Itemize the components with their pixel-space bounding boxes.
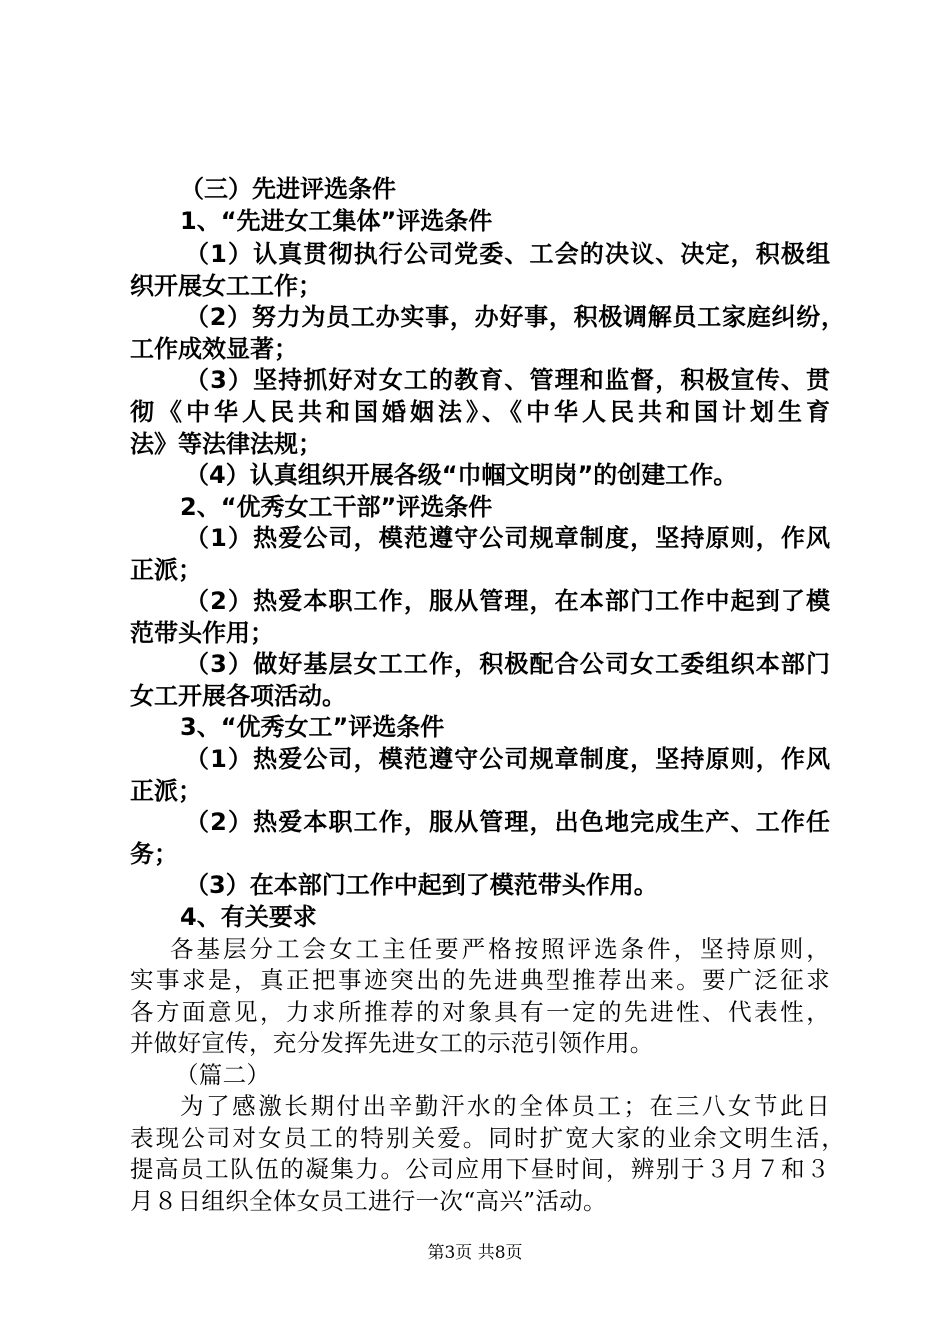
- paragraph-line: 彻《中华人民共和国婚姻法》、《中华人民共和国计划生育: [130, 398, 830, 426]
- paragraph-line: 织开展女工工作；: [130, 272, 322, 300]
- paragraph-line: 实事求是，真正把事迹突出的先进典型推荐出来。要广泛征求: [130, 966, 830, 994]
- paragraph-line: 正派；: [130, 556, 202, 584]
- paragraph-line: （3）做好基层女工工作，积极配合公司女工委组织本部门: [185, 650, 830, 678]
- part-heading: （篇二）: [175, 1061, 271, 1089]
- section-heading: （三）先进评选条件: [180, 175, 396, 203]
- paragraph-line: 工作成效显著；: [130, 335, 298, 363]
- subsection-heading: 1、“先进女工集体”评选条件: [180, 207, 493, 235]
- paragraph-line: 法》等法律法规；: [130, 430, 322, 458]
- paragraph-line: （1）热爱公司，模范遵守公司规章制度，坚持原则，作风: [185, 524, 830, 552]
- paragraph-line: 并做好宣传，充分发挥先进女工的示范引领作用。: [130, 1029, 654, 1057]
- page-number-footer: 第3页 共8页: [427, 1243, 523, 1263]
- paragraph-line: （1）热爱公司，模范遵守公司规章制度，坚持原则，作风: [185, 745, 830, 773]
- paragraph-line: （4）认真组织开展各级“巾帼文明岗”的创建工作。: [185, 461, 738, 489]
- paragraph-line: 正派；: [130, 777, 202, 805]
- paragraph-line: 为了感激长期付出辛勤汗水的全体员工；在三八女节此日: [180, 1092, 830, 1120]
- paragraph-line: （2）努力为员工办实事，办好事，积极调解员工家庭纠纷，: [185, 303, 845, 331]
- paragraph-line: 务；: [130, 840, 178, 868]
- paragraph-line: （1）认真贯彻执行公司党委、工会的决议、决定，积极组: [185, 240, 830, 268]
- subsection-heading: 3、“优秀女工”评选条件: [180, 713, 445, 741]
- paragraph-line: （3）在本部门工作中起到了模范带头作用。: [185, 871, 658, 899]
- paragraph-line: （3）坚持抓好对女工的教育、管理和监督，积极宣传、贯: [185, 366, 830, 394]
- paragraph-line: 提高员工队伍的凝集力。公司应用下昼时间，辨别于３月７和３: [130, 1155, 830, 1183]
- paragraph-line: （2）热爱本职工作，服从管理，在本部门工作中起到了模: [185, 587, 830, 615]
- paragraph-line: 各基层分工会女工主任要严格按照评选条件，坚持原则，: [170, 935, 830, 963]
- paragraph-line: 表现公司对女员工的特别关爱。同时扩宽大家的业余文明生活，: [130, 1124, 845, 1152]
- subsection-heading: 4、有关要求: [180, 903, 317, 931]
- paragraph-line: （2）热爱本职工作，服从管理，出色地完成生产、工作任: [185, 808, 830, 836]
- subsection-heading: 2、“优秀女工干部”评选条件: [180, 493, 493, 521]
- paragraph-line: 范带头作用；: [130, 619, 274, 647]
- paragraph-line: 月８日组织全体女员工进行一次“高兴”活动。: [130, 1187, 607, 1215]
- paragraph-line: 女工开展各项活动。: [130, 682, 346, 710]
- paragraph-line: 各方面意见，力求所推荐的对象具有一定的先进性、代表性，: [130, 998, 830, 1026]
